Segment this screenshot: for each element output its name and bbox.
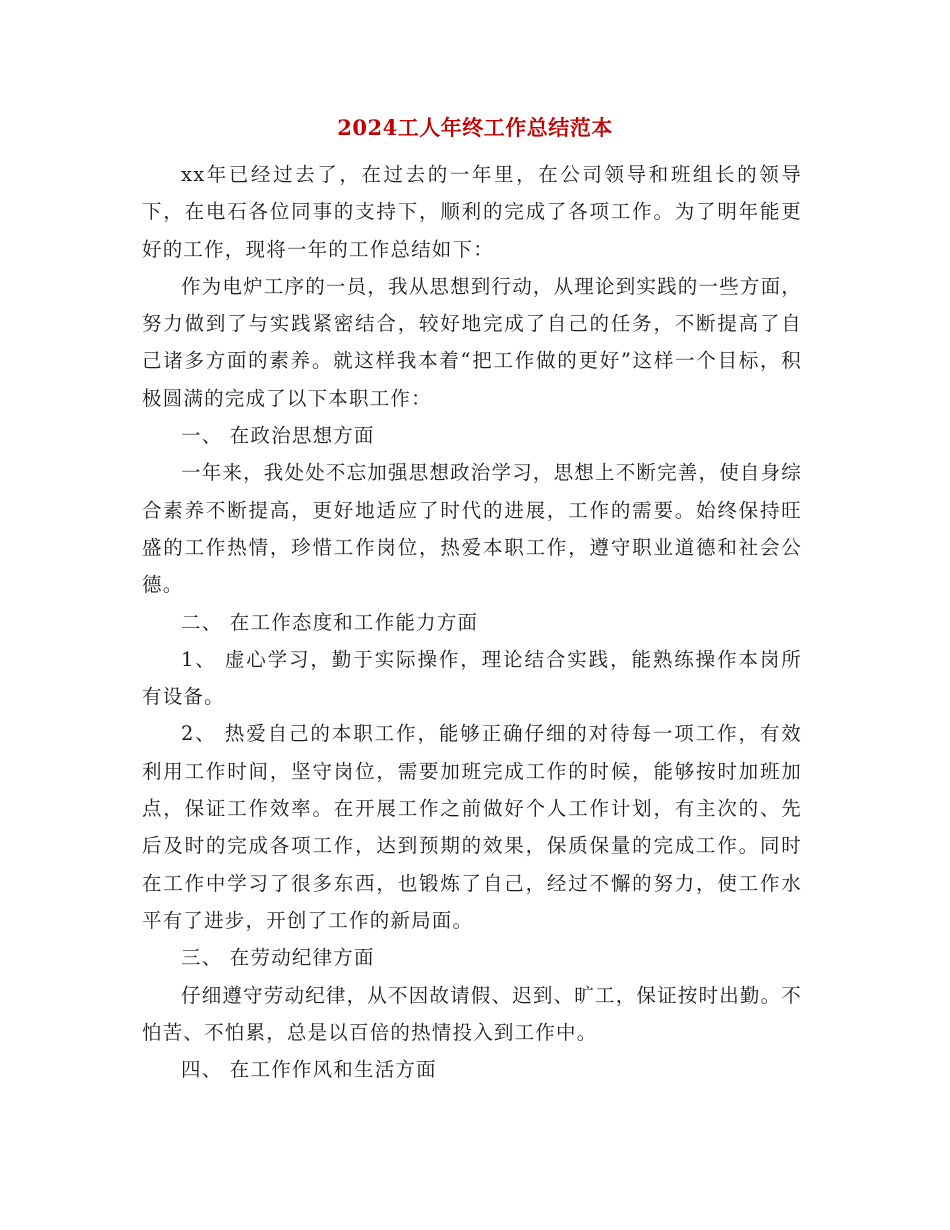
heading-political: 一、 在政治思想方面 — [181, 424, 375, 448]
paragraph-intro: xx年已经过去了，在过去的一年里，在公司领导和班组长的领导下，在电石各位同事的支持下，顺利的完成了各项工作。为了明年能更好的工作，现将一年的工作总结如下： — [142, 163, 802, 261]
heading-discipline: 三、 在劳动纪律方面 — [181, 946, 375, 970]
document-body — [142, 156, 802, 1088]
paragraph-attitude-1: 1、 虚心学习，勤于实际操作，理论结合实践，能熟练操作本岗所有设备。 — [142, 647, 802, 709]
document-title: 2024工人年终工作总结范本 — [337, 115, 613, 140]
paragraph-attitude-2: 2、 热爱自己的本职工作，能够正确仔细的对待每一项工作，有效利用工作时间，坚守岗位，需要加班完成工作的时候，能够按时加班加点，保证工作效率。在开展工作之前做好个人工作计划，有主次的、先后及时的完成各项工作，达到预期的效果，保质保量的完成工作。同时在工作中学习了很多东西，也锻炼了自己，经过不懈的努力，使工作水平有了进步，开创了工作的新局面。 — [142, 722, 802, 932]
paragraph-discipline: 仔细遵守劳动纪律，从不因故请假、迟到、旷工，保证按时出勤。不怕苦、不怕累，总是以百倍的热情投入到工作中。 — [142, 983, 803, 1044]
paragraph-political: 一年来，我处处不忘加强思想政治学习，思想上不断完善，使自身综合素养不断提高，更好地适应了时代的进展，工作的需要。始终保持旺盛的工作热情，珍惜工作岗位，热爱本职工作，遵守职业道德和社会公德。 — [142, 461, 803, 597]
heading-attitude: 二、 在工作态度和工作能力方面 — [181, 610, 479, 634]
heading-style: 四、 在工作作风和生活方面 — [181, 1058, 437, 1082]
paragraph-role: 作为电炉工序的一员，我从思想到行动，从理论到实践的一些方面，努力做到了与实践紧密结合，较好地完成了自己的任务，不断提高了自己诸多方面的素养。就这样我本着“把工作做的更好”这样一个目标，积极圆满的完成了以下本职工作： — [142, 274, 803, 410]
